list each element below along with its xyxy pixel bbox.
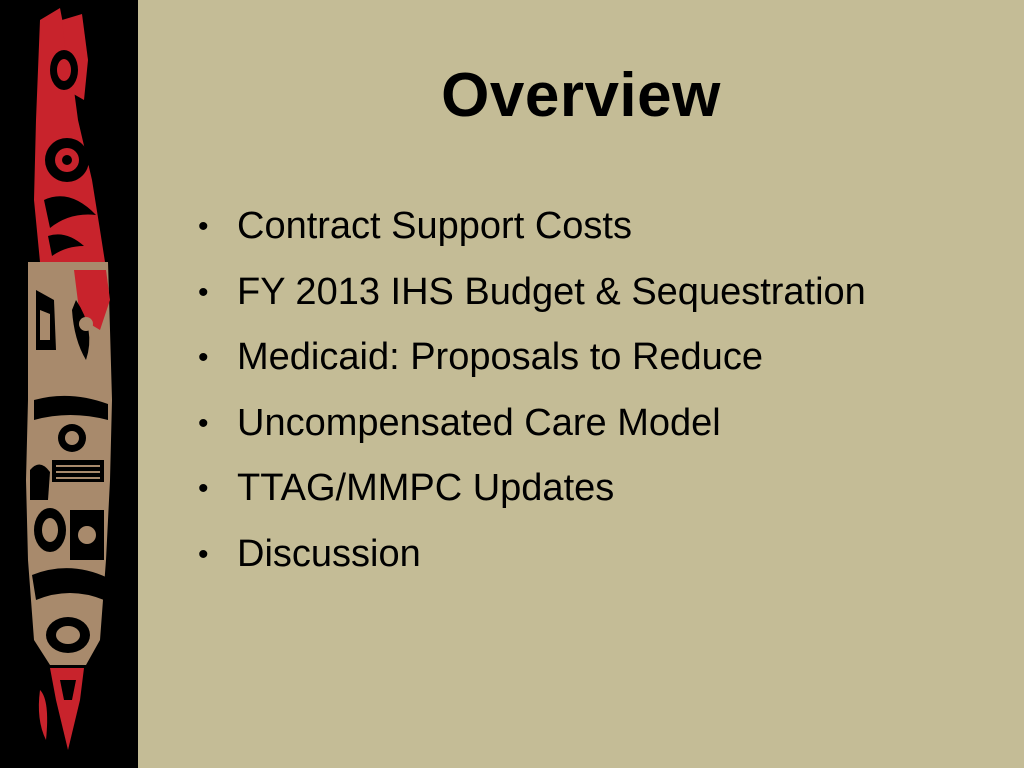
totem-icon <box>0 0 138 768</box>
list-item <box>196 522 866 588</box>
bullet-text: TTAG/MMPC Updates <box>237 467 615 509</box>
bullet-text: Contract Support Costs <box>237 205 632 247</box>
list-item <box>196 391 866 457</box>
list-item <box>196 456 866 522</box>
bullet-text: Uncompensated Care Model <box>237 401 721 444</box>
bullet-icon: • <box>198 537 209 571</box>
totem-art-panel <box>0 0 138 768</box>
bullet-icon: • <box>198 210 209 243</box>
bullet-text: FY 2013 IHS Budget & Sequestration <box>237 270 866 313</box>
bullet-text: Medicaid: Proposals to Reduce <box>237 336 763 378</box>
list-item <box>196 194 866 260</box>
bullet-icon: • <box>198 275 209 309</box>
bullet-icon: • <box>198 406 209 440</box>
list-item <box>196 260 866 326</box>
bullet-text: Discussion <box>237 532 421 575</box>
bullet-icon: • <box>198 472 209 505</box>
bullet-icon: • <box>198 341 209 374</box>
bullet-list <box>196 194 866 587</box>
slide-title: Overview <box>441 61 721 130</box>
list-item <box>196 325 866 391</box>
